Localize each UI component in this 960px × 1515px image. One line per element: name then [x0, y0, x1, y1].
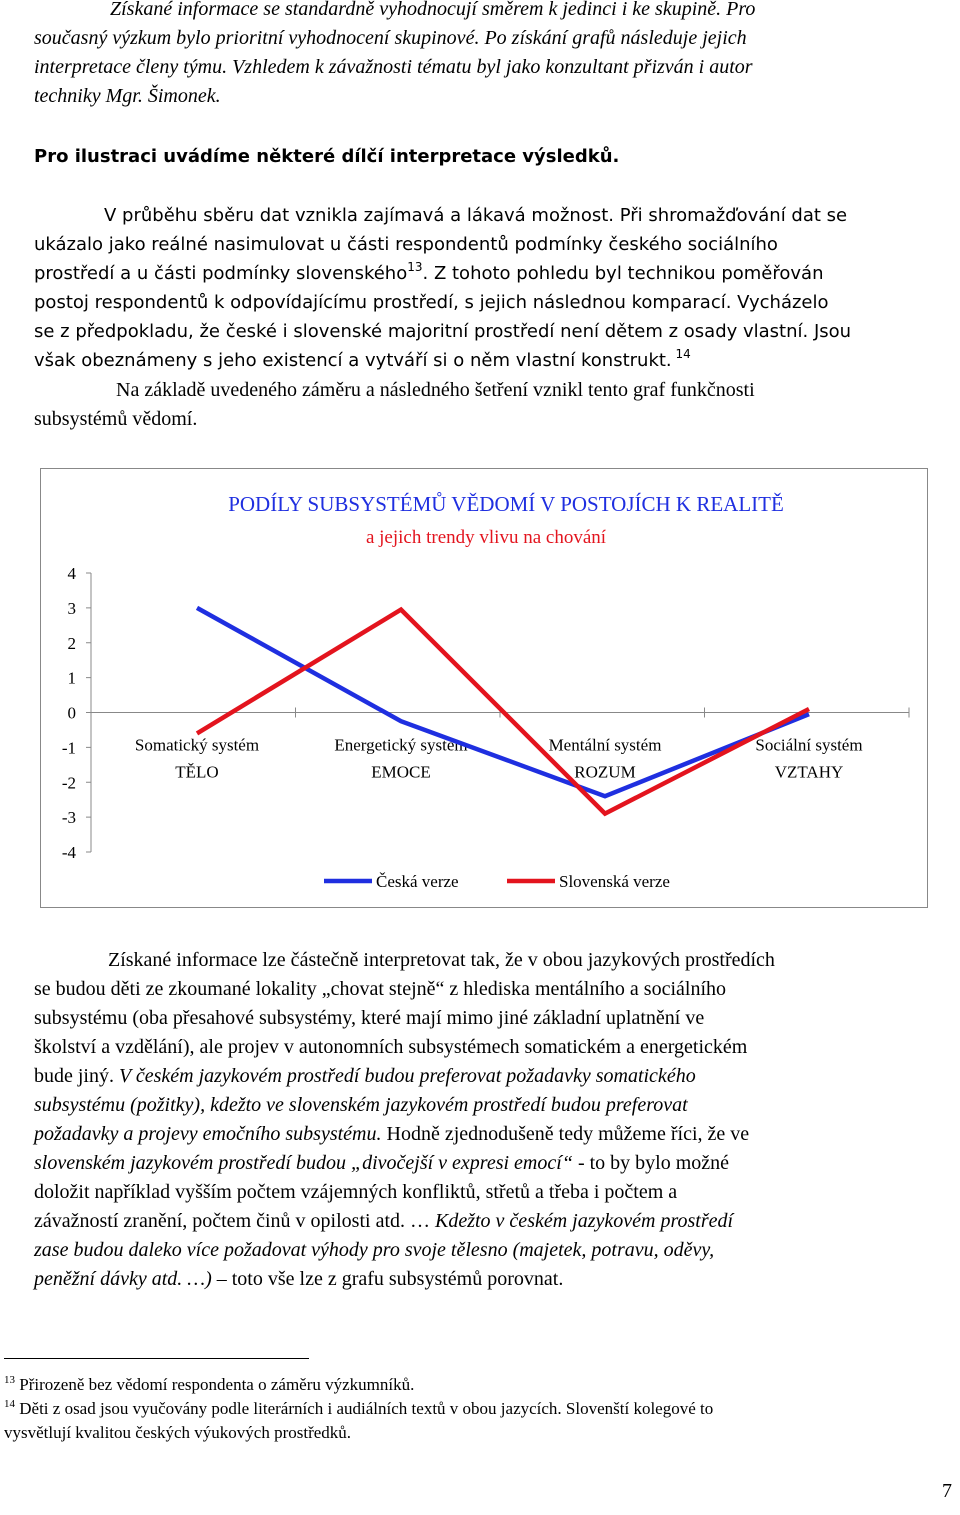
footnote-14-continued: vysvětlují kvalitou českých výukových prostředků. — [4, 1423, 352, 1442]
y-tick-label: 3 — [67, 598, 76, 618]
text-line — [34, 1062, 952, 1091]
text-segment: V českém jazykovém prostředí budou preferovat požadavky somatického — [119, 1065, 696, 1087]
text-line: Získané informace se standardně vyhodnocují směrem k jedinci i ke skupině. Pro — [110, 0, 756, 20]
footnote-ref-14: 14 — [671, 347, 691, 361]
category-label: Energetický systém — [334, 735, 468, 755]
text-line: postoj respondentů k odpovídajícímu prostředí, s jejich následnou komparací. Vycházelo — [34, 292, 829, 313]
chart-canvas — [41, 469, 929, 909]
text-segment: slovenském jazykovém prostředí budou „divočejší v expresi emocí“ — [34, 1152, 573, 1174]
text-segment: však obeznámeny s jeho existencí a vytváří si o něm vlastní konstrukt. — [34, 350, 672, 371]
text-segment: Hodně zjednodušeně tedy můžeme říci, že ve — [381, 1123, 750, 1145]
y-tick-label: -2 — [61, 773, 76, 793]
footnote-14 — [4, 1396, 944, 1421]
y-tick-label: 1 — [67, 668, 76, 688]
text-line: doložit například vyšším počtem vzájemných konfliktů, střetů a třeba i počtem a — [34, 1181, 678, 1203]
text-segment: závažností zranění, počtem činů v opilosti atd. … — [34, 1210, 435, 1232]
text-segment: peněžní dávky atd. …) — [34, 1268, 212, 1290]
text-line — [34, 259, 952, 288]
text-segment: požadavky a projevy emočního subsystému. — [34, 1123, 382, 1145]
y-tick-label: 0 — [67, 703, 76, 723]
footnote-number: 14 — [4, 1398, 15, 1410]
text-segment: – toto vše lze z grafu subsystémů porovnat. — [211, 1268, 564, 1290]
text-line — [34, 1207, 952, 1236]
footnote-ref-13: 13 — [407, 260, 423, 274]
legend-label: Slovenská verze — [559, 872, 670, 891]
series-line-slovak — [197, 610, 809, 814]
category-label: VZTAHY — [774, 762, 844, 782]
text-segment: - to by bylo možné — [572, 1152, 730, 1174]
category-label: Mentální systém — [548, 735, 662, 755]
text-line: se z předpokladu, že české i slovenské majoritní prostředí není dětem z osady vlastní. Jsou — [34, 321, 852, 342]
text-line — [34, 1149, 952, 1178]
y-tick-label: 2 — [67, 633, 76, 653]
footnote-13 — [4, 1372, 944, 1397]
text-line: ukázalo jako reálné nasimulovat u části respondentů podmínky českého sociálního — [34, 234, 778, 255]
y-tick-label: -4 — [61, 843, 76, 862]
y-tick-label: 4 — [67, 564, 76, 583]
chart-subtitle: a jejich trendy vlivu na chování — [365, 527, 607, 548]
text-segment: . Z tohoto pohledu byl technikou poměřován — [422, 263, 824, 284]
category-label: Sociální systém — [755, 735, 863, 755]
text-line: subsystému (oba přesahové subsystémy, které mají mimo jiné základní uplatnění ve — [34, 1007, 705, 1029]
text-line — [34, 346, 952, 375]
legend-label: Česká verze — [376, 872, 459, 891]
footnote-text: Přirozeně bez vědomí respondenta o záměru výzkumníků. — [15, 1375, 415, 1394]
footnote-separator — [4, 1358, 309, 1359]
series-line-czech — [197, 608, 809, 796]
text-line: V průběhu sběru dat vznikla zajímavá a lákavá možnost. Při shromažďování dat se — [104, 205, 848, 226]
text-line: subsystému (požitky), kdežto ve slovenském jazykovém prostředí budou preferovat — [34, 1094, 688, 1116]
category-label: TĚLO — [175, 762, 219, 782]
category-label: Somatický systém — [134, 735, 260, 755]
footnote-text: Děti z osad jsou vyučovány podle literárních i audiálních textů v obou jazycích. Slovenští kolegové to — [15, 1399, 714, 1418]
text-line: Na základě uvedeného záměru a následného šetření vznikl tento graf funkčnosti — [116, 379, 755, 401]
text-segment: bude jiný. — [34, 1065, 119, 1087]
category-label: EMOCE — [371, 762, 431, 782]
text-segment: Kdežto v českém jazykovém prostředí — [435, 1210, 734, 1232]
text-line: techniky Mgr. Šimonek. — [34, 85, 221, 107]
page-number: 7 — [942, 1480, 952, 1502]
chart-title: PODÍLY SUBSYSTÉMŮ VĚDOMÍ V POSTOJÍCH K REALITĚ — [228, 492, 784, 516]
category-label: ROZUM — [574, 762, 636, 782]
text-line: zase budou daleko více požadovat výhody pro svoje tělesno (majetek, potravu, oděvy, — [34, 1239, 715, 1261]
footnote-number: 13 — [4, 1374, 15, 1386]
text-segment: prostředí a u části podmínky slovenského — [34, 263, 408, 284]
text-line: se budou děti ze zkoumané lokality „chovat stejně“ z hlediska mentálního a sociálního — [34, 978, 727, 1000]
text-line: současný výzkum bylo prioritní vyhodnocení skupinové. Po získání grafů následuje jejich — [34, 27, 747, 49]
section-heading: Pro ilustraci uvádíme některé dílčí interpretace výsledků. — [34, 146, 620, 167]
text-line — [34, 1120, 952, 1149]
subsystems-chart — [40, 468, 928, 908]
text-line: subsystémů vědomí. — [34, 408, 198, 430]
y-tick-label: -3 — [61, 808, 76, 828]
text-line: Získané informace lze částečně interpretovat tak, že v obou jazykových prostředích — [108, 949, 775, 971]
text-line — [34, 1265, 952, 1294]
y-tick-label: -1 — [61, 738, 76, 758]
text-line: interpretace členy týmu. Vzhledem k závažnosti tématu byl jako konzultant přizván i autor — [34, 56, 753, 78]
text-line: školství a vzdělání), ale projev v autonomních subsystémech somatickém a energetickém — [34, 1036, 748, 1058]
